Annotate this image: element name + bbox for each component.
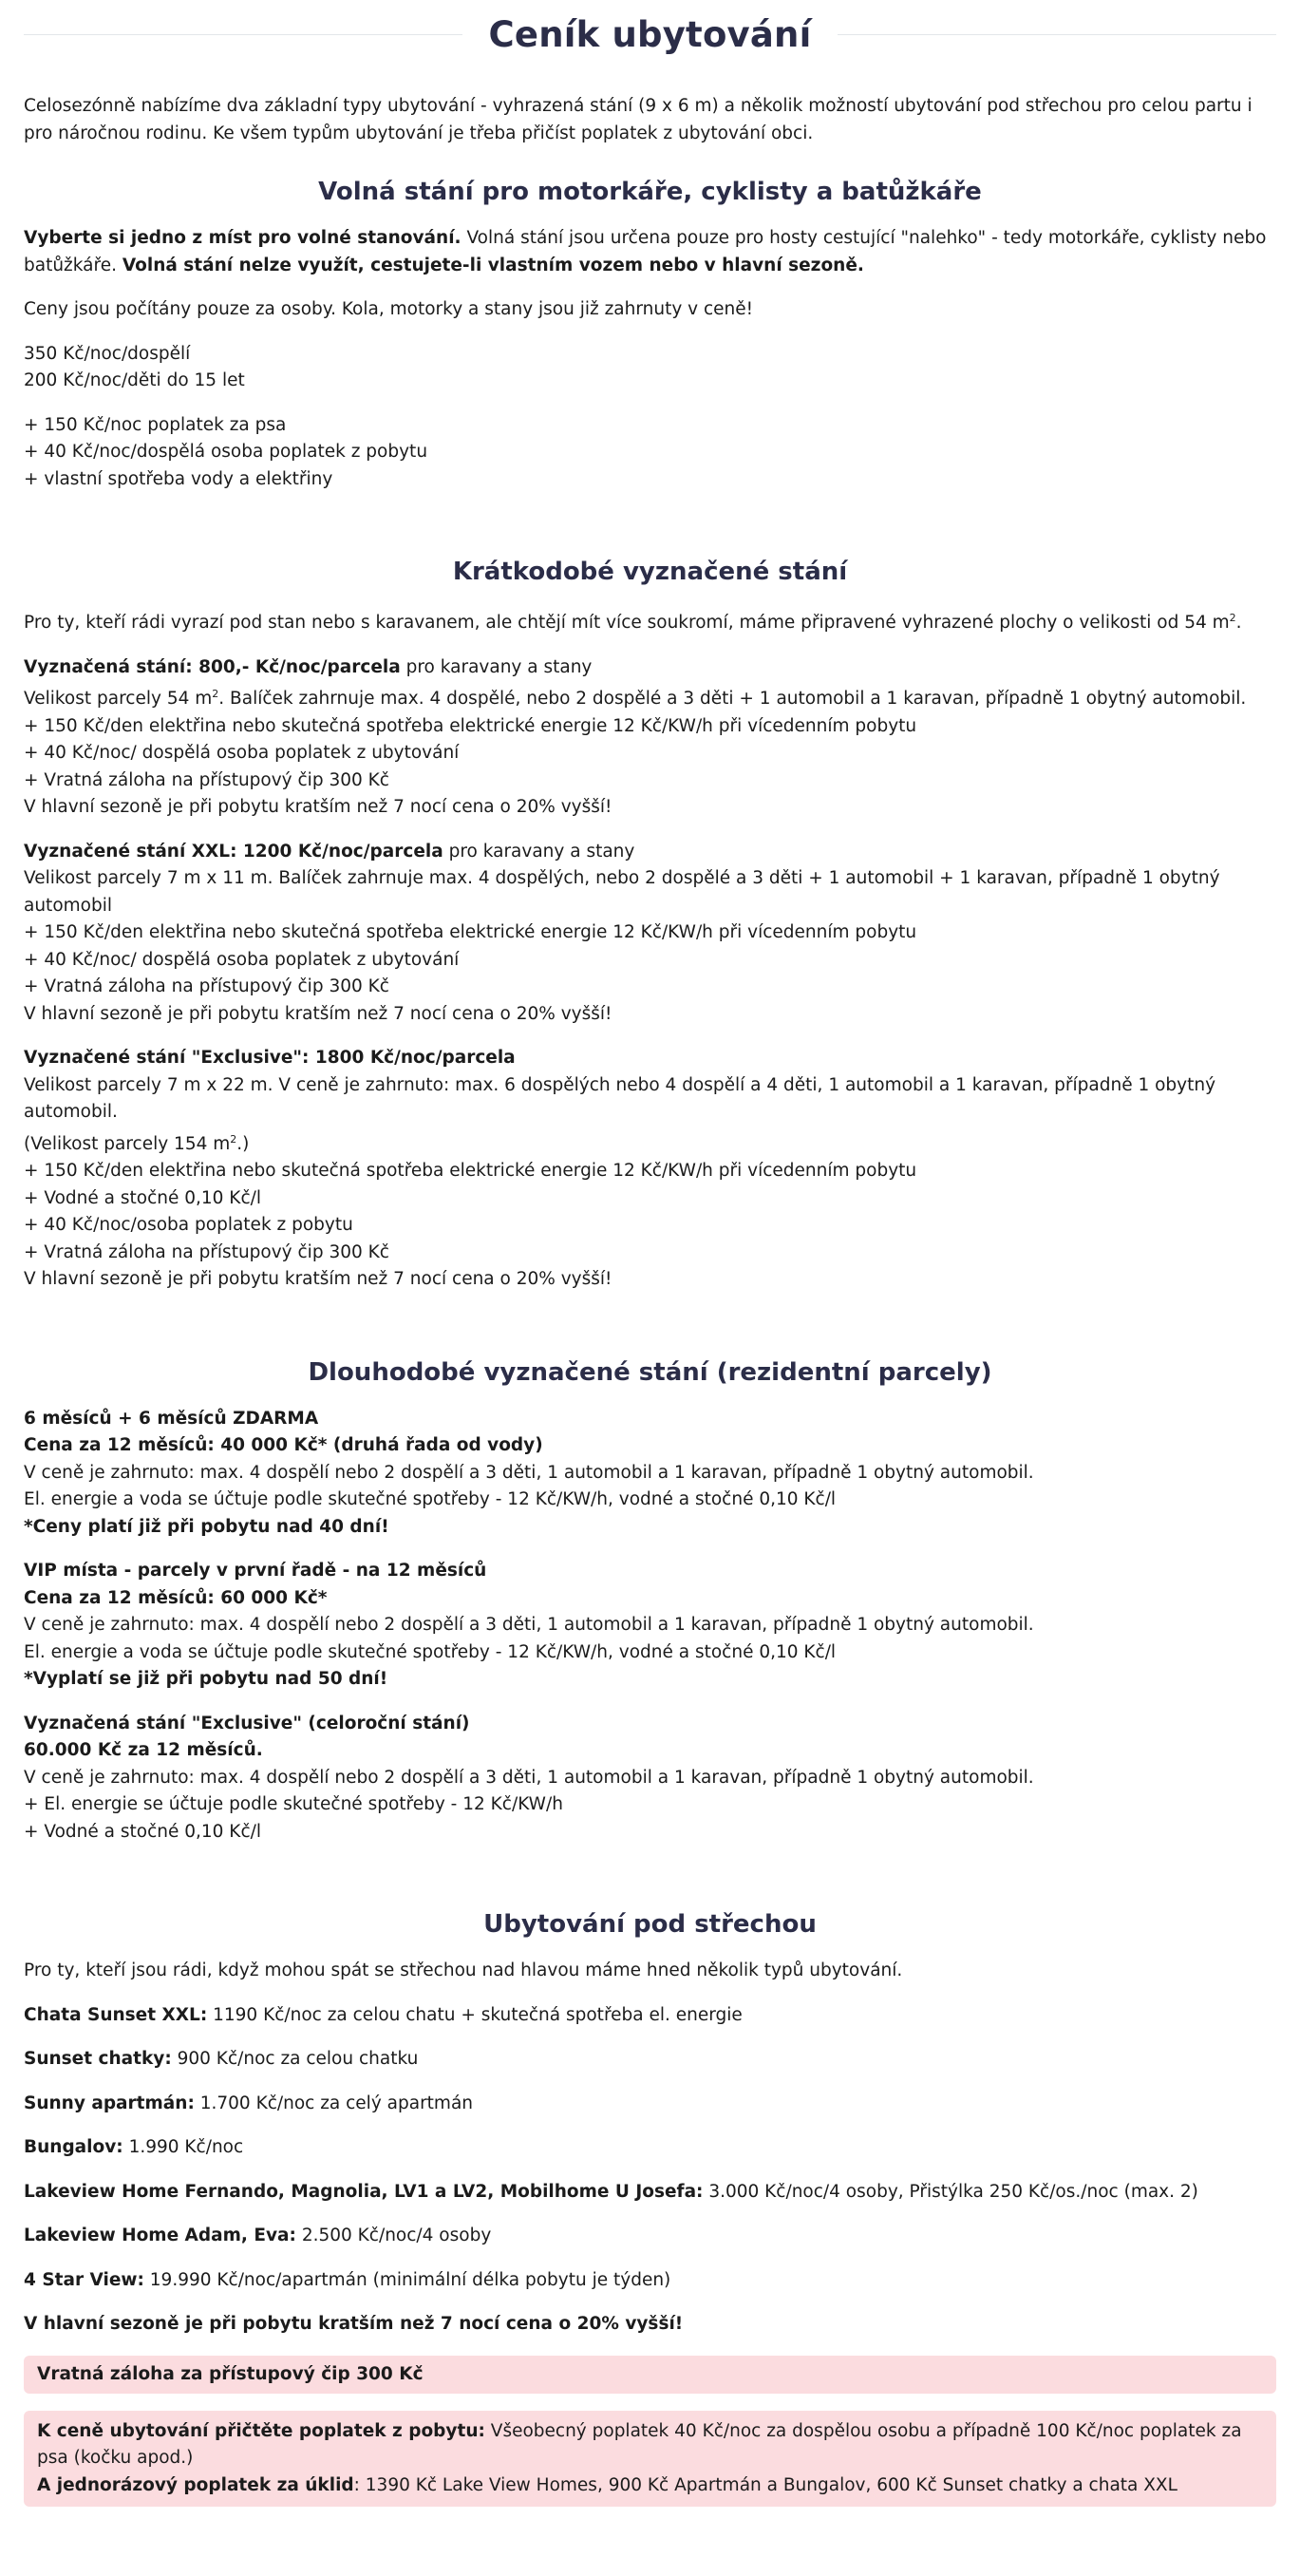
pitch-xxl-title-rest: pro karavany a stany [443, 841, 635, 862]
accommodation-name: Lakeview Home Adam, Eva: [24, 2226, 296, 2246]
pitch-exclusive [24, 1045, 1276, 1294]
fees-notice [24, 2411, 1276, 2508]
prices-note: Ceny jsou počítány pouze za osoby. Kola, motorky a stany jsou již zahrnuty v ceně! [24, 299, 754, 319]
pitch-exclusive-line: + Vratná záloha na přístupový čip 300 Kč [24, 1241, 389, 1262]
section-heading-roofed: Ubytování pod střechou [483, 1910, 817, 1940]
price-adult: 350 Kč/noc/dospělí [24, 343, 191, 364]
cleaning-label: A jednorázový poplatek za úklid [37, 2474, 354, 2495]
accommodation-price: 2.500 Kč/noc/4 osoby [295, 2226, 492, 2246]
accommodation-name: Chata Sunset XXL: [24, 2004, 208, 2025]
pitch-exclusive-line: V hlavní sezoně je při pobytu kratším než 7 nocí cena o 20% vyšší! [24, 1269, 612, 1290]
pitch-exclusive-title: Vyznačené stání "Exclusive": 1800 Kč/noc/parcela [24, 1048, 516, 1069]
extra-adult: + 40 Kč/noc/dospělá osoba poplatek z pobytu [24, 442, 428, 462]
price-list [24, 341, 1276, 395]
section-heading-free-pitches: Volná stání pro motorkáře, cyklisty a batůžkáře [318, 178, 982, 206]
pitch-exclusive-size: Velikost parcely 7 m x 22 m. V ceně je zahrnuto: max. 6 dospělých nebo 4 dospělí a 4 děti, 1 automobil a 1 karavan, případně 1 obytný automobil. [24, 1074, 1216, 1123]
accommodation-item [24, 2179, 1276, 2207]
season-note-text: V hlavní sezoně je při pobytu kratším než 7 nocí cena o 20% vyšší! [24, 2314, 684, 2335]
offer-price: Cena za 12 měsíců: 40 000 Kč* (druhá řada od vody) [24, 1435, 543, 1456]
long-term-offer-1 [24, 1406, 1276, 1542]
pitch-standard-line: + Vratná záloha na přístupový čip 300 Kč [24, 769, 389, 790]
page-title: Ceník ubytování [488, 13, 812, 55]
pitch-standard-line: + 40 Kč/noc/ dospělá osoba poplatek z ubytování [24, 743, 460, 764]
accommodation-item [24, 2134, 1276, 2162]
pitch-exclusive-line: + 40 Kč/noc/osoba poplatek z pobytu [24, 1215, 353, 1236]
price-child: 200 Kč/noc/děti do 15 let [24, 370, 245, 390]
offer-line: V ceně je zahrnuto: max. 4 dospělí nebo 2 dospělí a 3 děti, 1 automobil a 1 karavan, případně 1 obytný automobil. [24, 1462, 1034, 1483]
extra-dog: + 150 Kč/noc poplatek za psa [24, 414, 287, 435]
title-rule-right [838, 34, 1276, 35]
accommodation-item [24, 2267, 1276, 2295]
title-rule-left [24, 34, 462, 35]
pitch-xxl-line: + 40 Kč/noc/ dospělá osoba poplatek z ubytování [24, 949, 460, 970]
pitch-standard-line: V hlavní sezoně je při pobytu kratším než 7 nocí cena o 20% vyšší! [24, 797, 612, 818]
long-term-offer-3 [24, 1711, 1276, 1847]
long-term-offer-2 [24, 1558, 1276, 1694]
pitch-standard-title-rest: pro karavany a stany [400, 656, 593, 677]
fee-line [37, 2418, 1263, 2472]
fee-text: Všeobecný poplatek 40 Kč/noc za dospělou osobu a případně 100 Kč/noc poplatek za psa (kočku apod.) [37, 2420, 1242, 2469]
offer-price: Cena za 12 měsíců: 60 000 Kč* [24, 1587, 328, 1608]
accommodation-name: 4 Star View: [24, 2269, 144, 2290]
offer-note: *Ceny platí již při pobytu nad 40 dní! [24, 1516, 389, 1537]
accommodation-price: 900 Kč/noc za celou chatku [171, 2049, 419, 2070]
pitch-xxl-line: V hlavní sezoně je při pobytu kratším než 7 nocí cena o 20% vyšší! [24, 1003, 612, 1024]
sup: 2 [212, 688, 219, 701]
sup: 2 [1229, 612, 1236, 624]
offer-line: + Vodné a stočné 0,10 Kč/l [24, 1821, 261, 1842]
accommodation-price: 1190 Kč/noc za celou chatu + skutečná spotřeba el. energie [207, 2004, 743, 2025]
title-row [24, 0, 1276, 68]
offer-title: 6 měsíců + 6 měsíců ZDARMA [24, 1408, 319, 1429]
accommodation-name: Bungalov: [24, 2137, 123, 2158]
pitch-standard-size: Velikost parcely 54 m [24, 689, 213, 710]
offer-price: 60.000 Kč za 12 měsíců. [24, 1740, 263, 1761]
offer-line: V ceně je zahrnuto: max. 4 dospělí nebo 2 dospělí a 3 děti, 1 automobil a 1 karavan, případně 1 obytný automobil. [24, 1615, 1034, 1636]
offer-title: VIP místa - parcely v první řadě - na 12 měsíců [24, 1561, 487, 1582]
pitch-exclusive-line: + 150 Kč/den elektřina nebo skutečná spotřeba elektrické energie 12 Kč/KW/h při vícedenním pobytu [24, 1161, 917, 1182]
deposit-text: Vratná záloha za přístupový čip 300 Kč [37, 2363, 424, 2384]
deposit-notice [24, 2356, 1276, 2394]
extra-energy: + vlastní spotřeba vody a elektřiny [24, 468, 333, 489]
section-heading-long-term: Dlouhodobé vyznačené stání (rezidentní parcely) [308, 1357, 992, 1387]
offer-line: El. energie a voda se účtuje podle skutečné spotřeby - 12 Kč/KW/h, vodné a stočné 0,10 Kč/l [24, 1489, 837, 1510]
pitch-xxl-title: Vyznačené stání XXL: 1200 Kč/noc/parcela [24, 841, 443, 862]
lead-text: Volná stání jsou určena pouze pro hosty cestující "nalehko" - tedy motorkáře, cyklisty nebo batůžkáře. [24, 228, 1267, 275]
accommodation-item [24, 2223, 1276, 2250]
accommodation-price: 19.990 Kč/noc/apartmán (minimální délka pobytu je týden) [143, 2269, 671, 2290]
free-pitches-lead [24, 225, 1276, 279]
sup: 2 [230, 1132, 237, 1146]
accommodation-item [24, 2002, 1276, 2030]
pitch-xxl-line: + Vratná záloha na přístupový čip 300 Kč [24, 976, 389, 997]
lead-bold-2: Volná stání nelze využít, cestujete-li vlastním vozem nebo v hlavní sezoně. [122, 255, 864, 275]
accommodation-price: 1.700 Kč/noc za celý apartmán [194, 2093, 474, 2113]
accommodation-name: Sunny apartmán: [24, 2093, 195, 2113]
accommodation-name: Sunset chatky: [24, 2049, 172, 2070]
roofed-intro: Pro ty, kteří jsou rádi, když mohou spát se střechou nad hlavou máme hned několik typů ubytování. [24, 1960, 903, 1981]
pitch-standard-title: Vyznačená stání: 800,- Kč/noc/parcela [24, 656, 401, 677]
section-heading-short-term: Krátkodobé vyznačené stání [452, 558, 848, 586]
accommodation-item [24, 2046, 1276, 2074]
accommodation-item [24, 2091, 1276, 2118]
accommodation-price: 3.000 Kč/noc/4 osoby, Přistýlka 250 Kč/os./noc (max. 2) [703, 2181, 1198, 2202]
offer-line: V ceně je zahrnuto: max. 4 dospělí nebo 2 dospělí a 3 děti, 1 automobil a 1 karavan, případně 1 obytný automobil. [24, 1767, 1034, 1788]
pitch-xxl [24, 839, 1276, 1029]
pitch-standard-size-b: . Balíček zahrnuje max. 4 dospělé, nebo 2 dospělé a 3 děti + 1 automobil a 1 karavan, případně 1 obytný automobil. [218, 689, 1247, 710]
pitch-standard-line: + 150 Kč/den elektřina nebo skutečná spotřeba elektrické energie 12 Kč/KW/h při vícedenním pobytu [24, 715, 917, 736]
offer-line: + El. energie se účtuje podle skutečné spotřeby - 12 Kč/KW/h [24, 1794, 563, 1815]
intro-text: Celosezónně nabízíme dva základní typy ubytování - vyhrazená stání (9 x 6 m) a několik možností ubytování pod střechou pro celou partu i pro náročnou rodinu. Ke všem typům ubytování je třeba přičíst poplatek z ubytování obci. [24, 96, 1253, 143]
short-term-intro-text: Pro ty, kteří rádi vyrazí pod stan nebo s karavanem, ale chtějí mít více soukromí, máme připravené vyhrazené plochy o velikosti od 54 m [24, 613, 1230, 634]
cleaning-line [37, 2472, 1263, 2500]
short-term-intro-end: . [1235, 613, 1242, 634]
pitch-exclusive-size2-b: .) [236, 1133, 250, 1154]
pitch-xxl-size: Velikost parcely 7 m x 11 m. Balíček zahrnuje max. 4 dospělých, nebo 2 dospělé a 3 děti + 1 automobil + 1 karavan, případně 1 obytný automobil [24, 868, 1220, 916]
pitch-standard [24, 654, 1276, 822]
pitch-xxl-line: + 150 Kč/den elektřina nebo skutečná spotřeba elektrické energie 12 Kč/KW/h při vícedenním pobytu [24, 922, 917, 943]
offer-line: El. energie a voda se účtuje podle skutečné spotřeby - 12 Kč/KW/h, vodné a stočné 0,10 Kč/l [24, 1641, 837, 1662]
offer-note: *Vyplatí se již při pobytu nad 50 dní! [24, 1669, 388, 1690]
fee-label: K ceně ubytování přičtěte poplatek z pobytu: [37, 2420, 485, 2441]
accommodation-price: 1.990 Kč/noc [122, 2137, 244, 2158]
lead-bold: Vyberte si jedno z míst pro volné stanování. [24, 228, 462, 248]
cleaning-text: : 1390 Kč Lake View Homes, 900 Kč Apartmán a Bungalov, 600 Kč Sunset chatky a chata XXL [353, 2474, 1178, 2495]
pitch-exclusive-size2: (Velikost parcely 154 m [24, 1133, 231, 1154]
short-term-intro [24, 605, 1276, 637]
pitch-exclusive-line: + Vodné a stočné 0,10 Kč/l [24, 1187, 261, 1208]
season-note [24, 2311, 1276, 2339]
offer-title: Vyznačená stání "Exclusive" (celoroční stání) [24, 1713, 470, 1733]
extras-list [24, 412, 1276, 494]
accommodation-name: Lakeview Home Fernando, Magnolia, LV1 a LV2, Mobilhome U Josefa: [24, 2181, 704, 2202]
